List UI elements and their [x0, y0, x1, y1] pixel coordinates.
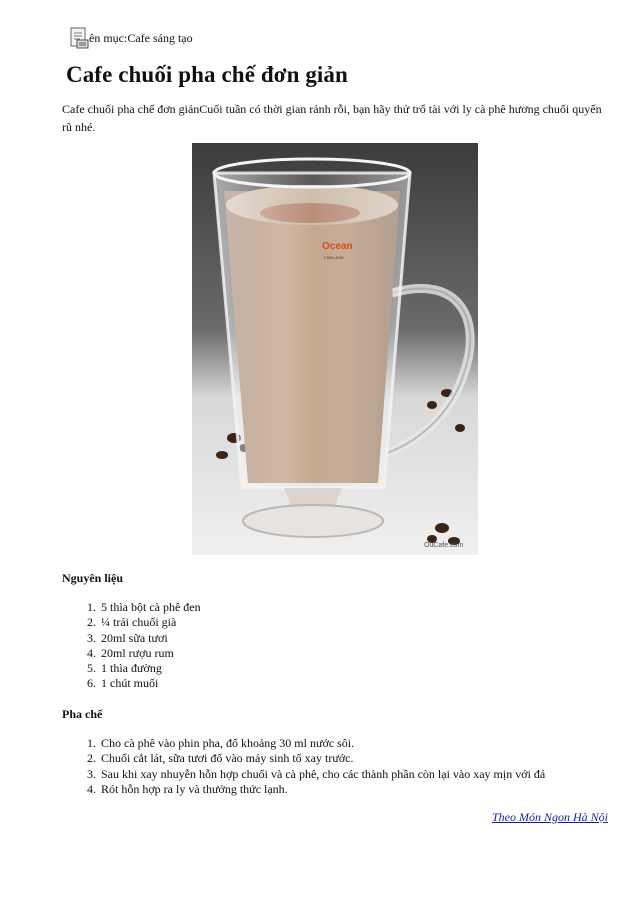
- source-link[interactable]: Theo Món Ngon Hà Nội: [491, 810, 608, 824]
- category-line: [68, 26, 196, 50]
- method-step: 4. Rót hỗn hợp ra ly và thưởng thức lạnh.: [99, 782, 629, 797]
- method-step: 1. Cho cà phê vào phin pha, đổ khoảng 30 ml nước sôi.: [99, 736, 629, 751]
- banana-coffee-photo: [192, 143, 478, 555]
- document-icon: [68, 26, 90, 50]
- ingredient-item: 3. 20ml sữa tươi: [99, 631, 629, 646]
- ingredient-item: 2. ¼ trái chuối già: [99, 615, 629, 630]
- ingredient-item: 6. 1 chút muối: [99, 676, 629, 691]
- method-steps: [62, 736, 629, 797]
- method-step: 3. Sau khi xay nhuyễn hỗn hợp chuối và cà phê, cho các thành phần còn lại vào xay mịn với đá: [99, 767, 629, 782]
- brand-sub: FINELAND: [324, 255, 344, 260]
- ingredients-heading: Nguyên liệu: [62, 571, 124, 585]
- photo-watermark: OuCafe.com: [424, 542, 464, 549]
- category-label: ên mục:Cafe sáng tạo: [89, 30, 193, 45]
- ingredient-item: 1. 5 thìa bột cà phê đen: [99, 600, 629, 615]
- article-intro: Cafe chuối pha chế đơn giảnCuối tuần có thời gian rảnh rỗi, bạn hãy thử trổ tài với ly cà phê hương chuối quyến rũ nhé.: [62, 102, 602, 134]
- method-step: 2. Chuối cắt lát, sữa tươi đổ vào máy sinh tố xay trước.: [99, 751, 629, 766]
- method-heading: Pha chế: [62, 707, 103, 721]
- brand-mark: Ocean: [322, 241, 353, 252]
- ingredient-item: 4. 20ml rượu rum: [99, 646, 629, 661]
- ingredient-item: 5. 1 thìa đường: [99, 661, 629, 676]
- ingredients-list: [62, 600, 629, 692]
- article-title: Cafe chuối pha chế đơn giản: [66, 62, 348, 87]
